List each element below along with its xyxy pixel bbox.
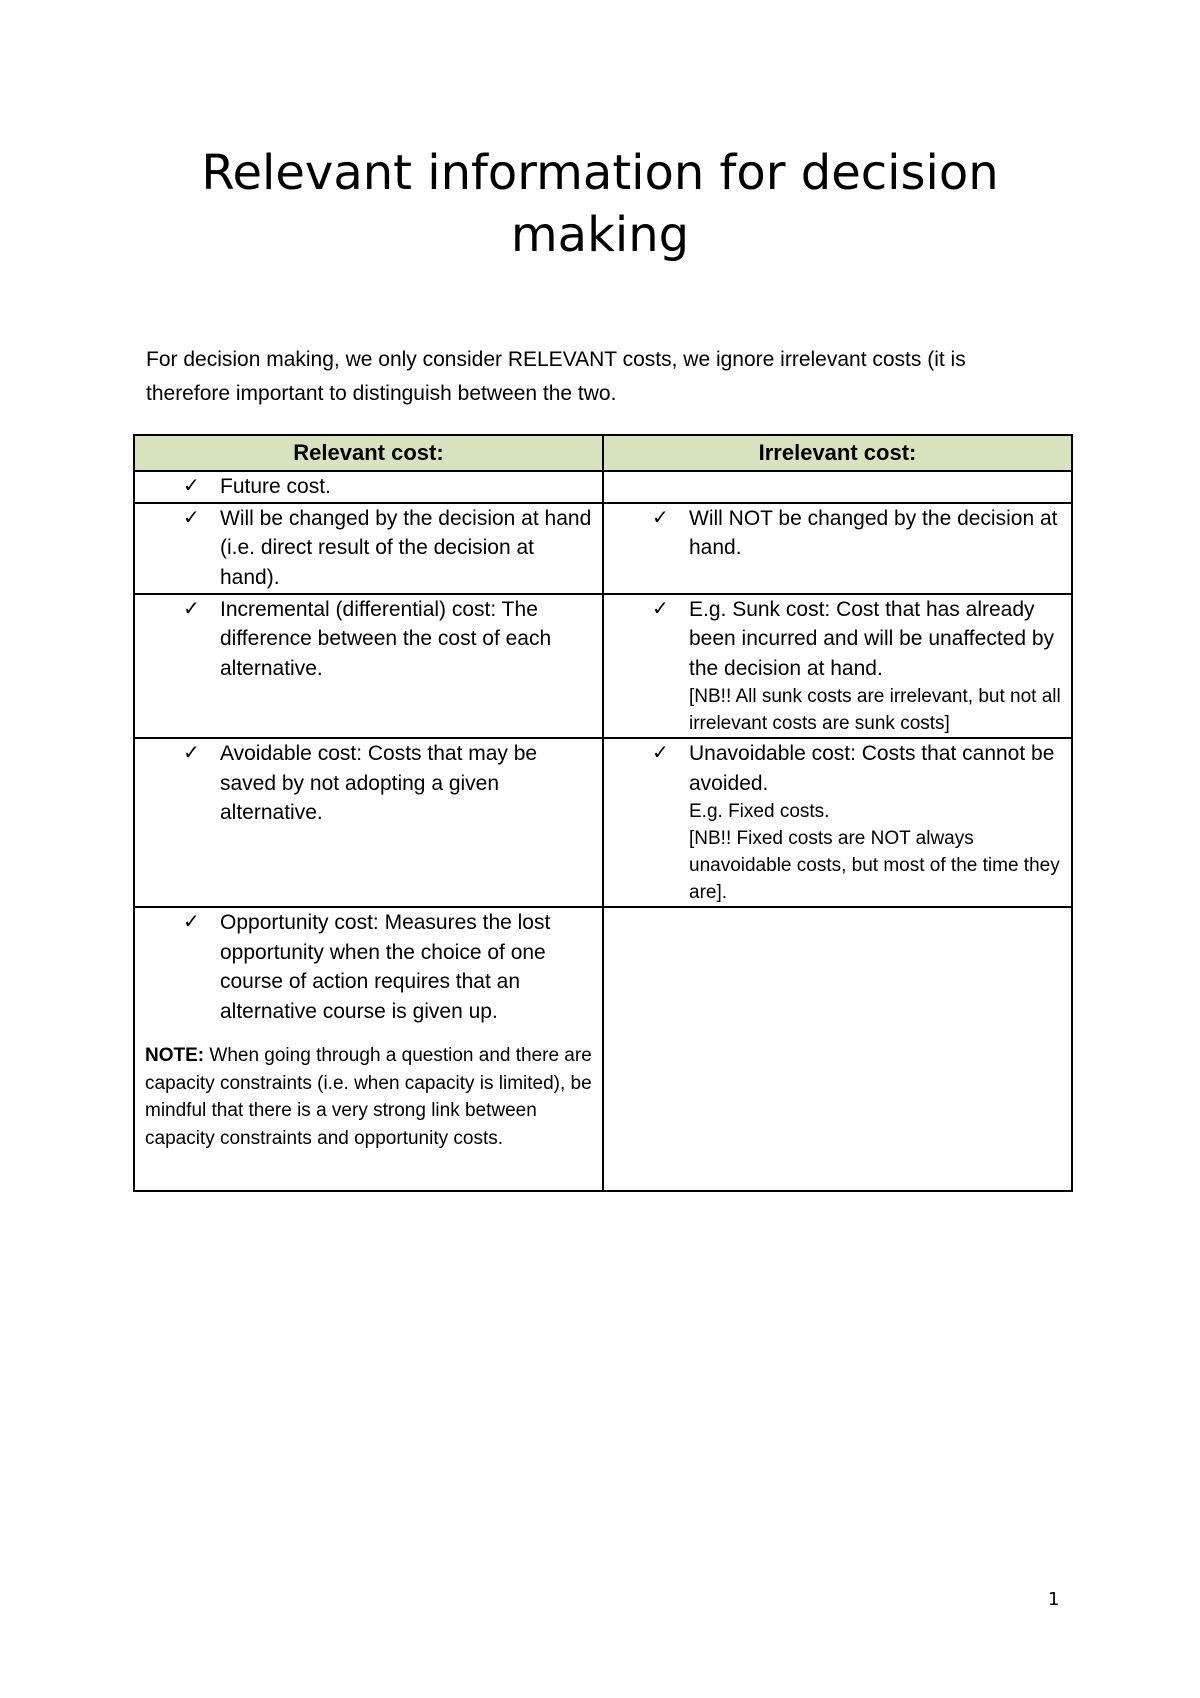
opportunity-cost-text: Opportunity cost: Measures the lost opportunity when the choice of one course of action requires that an alternative course is given up. bbox=[220, 911, 551, 1023]
table-row bbox=[134, 503, 1072, 594]
checkmark-icon: ✓ bbox=[652, 504, 669, 529]
list-item bbox=[135, 739, 602, 828]
irrelevant-cell-unavoidable bbox=[603, 738, 1072, 907]
unavoidable-cost-text: Unavoidable cost: Costs that cannot be avoided. bbox=[689, 742, 1055, 795]
checkmark-icon: ✓ bbox=[183, 504, 200, 529]
list-item bbox=[604, 504, 1071, 563]
checkmark-icon: ✓ bbox=[183, 473, 200, 497]
irrelevant-cell-sunk bbox=[603, 594, 1072, 739]
irrelevant-cell-empty bbox=[603, 471, 1072, 503]
relevant-cell-changed bbox=[134, 503, 603, 594]
relevant-cost-header: Relevant cost: bbox=[134, 435, 603, 471]
fixed-costs-example: E.g. Fixed costs. bbox=[689, 801, 830, 822]
relevant-cell-opportunity bbox=[134, 907, 603, 1191]
table-row bbox=[134, 907, 1072, 1191]
list-item bbox=[135, 595, 602, 684]
irrelevant-cell-empty bbox=[603, 907, 1072, 1191]
list-item bbox=[604, 739, 1071, 906]
changed-by-decision-text: Will be changed by the decision at hand (i.e. direct result of the decision at hand). bbox=[220, 506, 592, 589]
page-number: 1 bbox=[1048, 1589, 1060, 1610]
checkmark-icon: ✓ bbox=[183, 909, 200, 933]
relevant-cell-avoidable bbox=[134, 738, 603, 907]
avoidable-cost-text: Avoidable cost: Costs that may be saved by not adopting a given alternative. bbox=[220, 742, 538, 824]
irrelevant-cost-header: Irrelevant cost: bbox=[603, 435, 1072, 471]
table-header-row bbox=[134, 435, 1072, 471]
note-label: NOTE: bbox=[145, 1045, 205, 1066]
checkmark-icon: ✓ bbox=[183, 595, 200, 620]
sunk-cost-note: [NB!! All sunk costs are irrelevant, but not all irrelevant costs are sunk costs] bbox=[689, 686, 1061, 734]
checkmark-icon: ✓ bbox=[183, 740, 200, 764]
irrelevant-cell-not-changed bbox=[603, 503, 1072, 594]
table-row bbox=[134, 594, 1072, 739]
sunk-cost-text: E.g. Sunk cost: Cost that has already been incurred and will be unaffected by the decision at hand. bbox=[689, 597, 1055, 680]
table-row bbox=[134, 738, 1072, 907]
relevant-cell-future bbox=[134, 471, 603, 503]
list-item bbox=[604, 595, 1071, 738]
incremental-cost-text: Incremental (differential) cost: The difference between the cost of each alternative. bbox=[220, 597, 552, 680]
cost-comparison-table bbox=[133, 434, 1073, 1192]
future-cost-text: Future cost. bbox=[220, 475, 331, 498]
note-text: When going through a question and there are capacity constraints (i.e. when capacity is limited), be mindful that there is a very strong link between capacity constraints and opportunity costs. bbox=[145, 1045, 592, 1149]
capacity-note bbox=[135, 1026, 602, 1152]
list-item bbox=[135, 908, 602, 1026]
list-item bbox=[135, 472, 602, 502]
checkmark-icon: ✓ bbox=[652, 595, 669, 620]
table-row bbox=[134, 471, 1072, 503]
list-item bbox=[135, 504, 602, 593]
page-title: Relevant information for decision making bbox=[201, 145, 999, 263]
not-changed-by-decision-text: Will NOT be changed by the decision at hand. bbox=[689, 506, 1058, 559]
intro-paragraph: For decision making, we only consider RELEVANT costs, we ignore irrelevant costs (it is therefore important to distinguish between the two. bbox=[146, 348, 966, 405]
checkmark-icon: ✓ bbox=[652, 740, 669, 764]
relevant-cell-incremental bbox=[134, 594, 603, 739]
fixed-costs-note: [NB!! Fixed costs are NOT always unavoidable costs, but most of the time they are]. bbox=[689, 828, 1060, 903]
